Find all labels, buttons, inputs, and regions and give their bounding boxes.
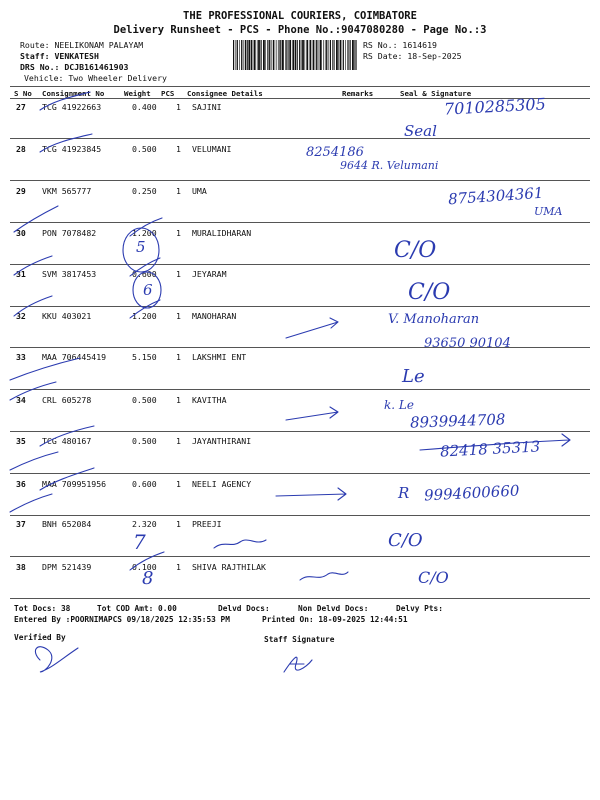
entered-by: Entered By :POORNIMAPCS 09/18/2025 12:35:53 PM [14, 615, 230, 624]
row-sno: 30 [16, 228, 26, 238]
row-divider [10, 473, 590, 474]
row-divider [10, 515, 590, 516]
row-consignee: NEELI AGENCY [192, 479, 252, 489]
row-consignee: MANOHARAN [192, 311, 237, 321]
barcode-bar [352, 40, 354, 70]
runsheet-title: Delivery Runsheet - PCS - Phone No.:9047080280 - Page No.:3 [113, 24, 487, 36]
barcode-bar [239, 40, 240, 70]
handwritten-signature: k. Le [384, 398, 414, 412]
row-pcs: 1 [176, 479, 181, 489]
row-consignee: SHIVA RAJTHILAK [192, 562, 266, 572]
rs-date: RS Date: 18-Sep-2025 [363, 51, 462, 61]
total-cod-amount: Tot COD Amt: 0.00 [97, 604, 177, 613]
arrow-icon [286, 407, 338, 420]
barcode-bar [288, 40, 289, 70]
row-weight: 0.500 [132, 144, 157, 154]
row-sno: 29 [16, 186, 26, 196]
row-pcs: 1 [176, 436, 181, 446]
barcode-bar [334, 40, 335, 70]
row-pcs: 1 [176, 144, 181, 154]
row-consignment: SVM 3817453 [42, 269, 97, 279]
barcode-bar [254, 40, 256, 70]
barcode-bar [277, 40, 278, 70]
company-name: THE PROFESSIONAL COURIERS, COIMBATORE [183, 10, 417, 22]
row-consignment: PON 7078482 [42, 228, 97, 238]
non-delivered-docs: Non Delvd Docs: [298, 604, 369, 613]
row-consignee: JEYARAM [192, 269, 227, 279]
row-consignment: TCG 41923845 [42, 144, 102, 154]
row-consignee: KAVITHA [192, 395, 227, 405]
barcode-bar [233, 40, 234, 70]
row-pcs: 1 [176, 562, 181, 572]
row-divider [10, 306, 590, 307]
barcode-bar [269, 40, 270, 70]
row-pcs: 1 [176, 395, 181, 405]
barcode-bar [243, 40, 244, 70]
row-weight: 0.500 [132, 395, 157, 405]
barcode-bar [316, 40, 317, 70]
handwritten-phone: 8754304361 [447, 183, 544, 209]
row-sno: 33 [16, 352, 26, 362]
barcode-bar [310, 40, 312, 70]
barcode-bar [271, 40, 272, 70]
handwritten-care-of: C/O [408, 280, 451, 305]
total-docs: Tot Docs: 38 [14, 604, 71, 613]
row-consignment: TCG 41922663 [42, 102, 102, 112]
row-sno: 37 [16, 519, 26, 529]
barcode-bar [253, 40, 254, 70]
handwritten-phone: 7010285305 [443, 94, 547, 119]
col-pcs: PCS [161, 89, 175, 98]
barcode-bar [340, 40, 342, 70]
row-sno: 28 [16, 144, 26, 154]
scribble-mark [300, 572, 348, 580]
barcode-bar [343, 40, 344, 70]
row-consignee: JAYANTHIRANI [192, 436, 252, 446]
barcode-bar [241, 40, 242, 70]
row-weight: 0.250 [132, 186, 157, 196]
barcode-bar [280, 40, 281, 70]
barcode-bar [289, 40, 291, 70]
handwritten-phone: 8254186 [306, 145, 364, 160]
barcode-bar [302, 40, 304, 70]
barcode-bar [297, 40, 298, 70]
row-divider [10, 556, 590, 557]
row-pcs: 1 [176, 228, 181, 238]
handwritten-name: UMA [534, 205, 563, 218]
col-remarks: Remarks [342, 89, 374, 98]
printed-on: Printed On: 18-09-2025 12:44:51 [262, 615, 408, 624]
barcode-bar [247, 40, 248, 70]
barcode-bar [347, 40, 348, 70]
row-consignment: KKU 403021 [42, 311, 92, 321]
barcode-bar [313, 40, 315, 70]
barcode-bar [286, 40, 287, 70]
row-weight: 0.400 [132, 102, 157, 112]
row-pcs: 1 [176, 311, 181, 321]
row-consignee: SAJINI [192, 102, 222, 112]
row-consignee: UMA [192, 186, 207, 196]
handwritten-signature: 9644 R. Velumani [340, 159, 439, 172]
row-consignment: MAA 706445419 [42, 352, 107, 362]
barcode-bar [323, 40, 324, 70]
row-weight: 1.200 [132, 228, 157, 238]
row-consignment: BNH 652084 [42, 519, 92, 529]
row-divider [10, 138, 590, 139]
handwritten-signature: Le [402, 366, 425, 387]
col-consignment: Consignment No [42, 89, 105, 98]
row-sno: 32 [16, 311, 26, 321]
verified-by-label: Verified By [14, 633, 66, 642]
staff-signature-label: Staff Signature [264, 635, 335, 644]
barcode-bar [332, 40, 333, 70]
table-header-border [10, 98, 590, 99]
table-top-border [10, 86, 590, 87]
barcode-bar [328, 40, 329, 70]
strike-mark [10, 494, 52, 512]
barcode-bar [345, 40, 346, 70]
staff: Staff: VENKATESH [20, 51, 99, 61]
barcode-bar [248, 40, 250, 70]
col-weight: Weight [124, 89, 151, 98]
row-consignee: LAKSHMI ENT [192, 352, 247, 362]
row-consignment: CRL 605278 [42, 395, 92, 405]
arrow-icon [276, 488, 346, 500]
row-pcs: 1 [176, 186, 181, 196]
handwritten-signature: V. Manoharan [388, 312, 480, 327]
col-seal-signature: Seal & Signature [400, 89, 472, 98]
row-sno: 27 [16, 102, 26, 112]
barcode-bar [301, 40, 302, 70]
arrow-icon [286, 318, 338, 338]
handwritten-number: 5 [136, 238, 146, 256]
row-weight: 0.600 [132, 479, 157, 489]
barcode-bar [295, 40, 296, 70]
barcode-bar [257, 40, 258, 70]
row-weight: 2.320 [132, 519, 157, 529]
row-divider [10, 431, 590, 432]
row-weight: 0.100 [132, 562, 157, 572]
handwritten-seal: Seal [404, 122, 437, 140]
barcode-bar [354, 40, 355, 70]
barcode-bar [326, 40, 327, 70]
barcode-bar [319, 40, 320, 70]
barcode-bar [336, 40, 338, 70]
vehicle: Vehicle: Two Wheeler Delivery [24, 73, 167, 83]
barcode-bar [299, 40, 300, 70]
row-consignee: VELUMANI [192, 144, 232, 154]
row-divider [10, 180, 590, 181]
row-weight: 0.600 [132, 269, 157, 279]
row-sno: 34 [16, 395, 26, 405]
handwritten-phone: 9994600660 [423, 481, 520, 505]
barcode-bar [245, 40, 246, 70]
scribble-mark [214, 540, 266, 548]
col-sno: S No [14, 89, 32, 98]
barcode-bar [265, 40, 266, 70]
row-pcs: 1 [176, 102, 181, 112]
handwritten-phone: 8939944708 [409, 410, 506, 432]
col-consignee: Consignee Details [187, 89, 263, 98]
row-consignment: VKM 565777 [42, 186, 92, 196]
barcode-bar [350, 40, 351, 70]
barcode-bar [267, 40, 268, 70]
barcode-bar [305, 40, 306, 70]
row-consignment: DPM 521439 [42, 562, 92, 572]
barcode-bar [318, 40, 319, 70]
barcode-bar [273, 40, 274, 70]
staff-signature [284, 657, 312, 672]
barcode-bar [236, 40, 237, 70]
barcode-bar [237, 40, 238, 70]
row-sno: 38 [16, 562, 26, 572]
barcode-bar [251, 40, 252, 70]
row-consignment: MAA 709951956 [42, 479, 107, 489]
row-divider [10, 222, 590, 223]
row-pcs: 1 [176, 269, 181, 279]
barcode-bar [320, 40, 322, 70]
row-weight: 0.500 [132, 436, 157, 446]
barcode-bar [348, 40, 349, 70]
delivered-docs: Delvd Docs: [218, 604, 270, 613]
arrow-icon [420, 434, 570, 450]
row-sno: 36 [16, 479, 26, 489]
row-weight: 1.200 [132, 311, 157, 321]
barcode-bar [282, 40, 284, 70]
barcode-bar [275, 40, 276, 70]
handwritten-care-of: C/O [388, 530, 423, 551]
handwritten-number: 7 [133, 530, 146, 554]
barcode-bar [338, 40, 339, 70]
row-divider [10, 264, 590, 265]
row-sno: 31 [16, 269, 26, 279]
barcode-bar [258, 40, 260, 70]
row-pcs: 1 [176, 352, 181, 362]
rs-number: RS No.: 1614619 [363, 40, 437, 50]
row-pcs: 1 [176, 519, 181, 529]
row-divider [10, 598, 590, 599]
barcode-bar [330, 40, 331, 70]
row-consignee: MURALIDHARAN [192, 228, 252, 238]
strike-mark [10, 452, 58, 470]
barcode-bar [356, 40, 357, 70]
barcode-bar [263, 40, 265, 70]
route: Route: NEELIKONAM PALAYAM [20, 40, 144, 50]
handwritten-phone: 93650 90104 [424, 336, 511, 351]
row-consignee: PREEJI [192, 519, 222, 529]
row-weight: 5.150 [132, 352, 157, 362]
row-sno: 35 [16, 436, 26, 446]
barcode-bar [278, 40, 279, 70]
handwritten-number: 6 [143, 281, 153, 299]
barcode-bar [285, 40, 286, 70]
handwritten-number: 8 [142, 568, 154, 589]
row-divider [10, 389, 590, 390]
verified-signature [35, 647, 78, 672]
handwritten-signature: R [398, 484, 410, 502]
handwritten-care-of: C/O [418, 568, 449, 587]
row-divider [10, 347, 590, 348]
barcode-bar [261, 40, 262, 70]
barcode [233, 40, 358, 70]
barcode-bar [325, 40, 326, 70]
handwritten-phone: 82418 35313 [439, 437, 541, 461]
handwritten-care-of: C/O [394, 238, 437, 263]
drs-number: DRS No.: DCJB161461903 [20, 62, 129, 72]
row-consignment: TCG 480167 [42, 436, 92, 446]
barcode-bar [306, 40, 308, 70]
barcode-bar [292, 40, 294, 70]
delivery-points: Delvy Pts: [396, 604, 443, 613]
